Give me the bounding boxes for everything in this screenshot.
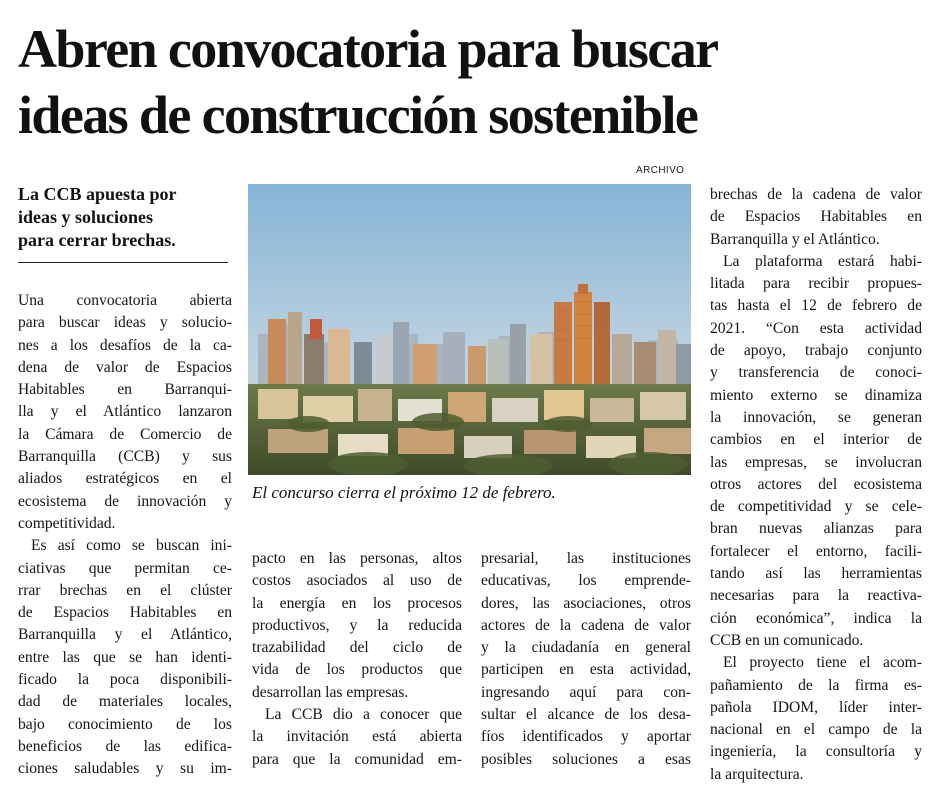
text-line: entre las que se han identi- [18,648,232,666]
text-line: tando así las herramientas [710,565,922,583]
text-line: la arquitectura. [710,765,804,783]
text-line: ciativas que permitan ce- [18,559,232,577]
text-line: sultar el alcance de los desa- [481,706,691,724]
photo-caption: El concurso cierra el próximo 12 de febrero. [252,483,556,502]
text-line: La plataforma estará habi- [723,252,922,270]
text-line: trazabilidad del ciclo de [252,639,462,657]
text-line: El proyecto tiene el acom- [723,654,922,672]
deck-line: La CCB apuesta por [18,184,177,204]
text-line: pañamiento de la firma es- [710,676,922,694]
text-line: fortalecer el entorno, facili- [710,542,922,560]
text-line: de competitividad y se cele- [710,498,922,516]
text-line: la energía en los procesos [252,594,462,612]
body-column-4 [710,184,922,786]
text-line: 2021. “Con esta actividad [710,319,922,337]
headline-line-2: ideas de construcción sostenible [18,85,698,145]
text-line: y la ciudadanía en general [481,639,691,657]
photo-credit: ARCHIVO [636,165,685,176]
text-line: nes a los desafíos de la ca- [18,336,232,354]
city-skyline-photo [248,184,691,475]
text-line: fíos identificados y aportar [481,728,691,746]
text-line: miento externo se dinamiza [710,386,922,404]
deck-line: ideas y soluciones [18,207,154,227]
text-line: ingresando aquí para con- [481,683,691,701]
text-line: la Cámara de Comercio de [18,425,232,443]
text-line: dad de materiales locales, [18,693,232,711]
text-line: lla y el Atlántico lanzaron [18,403,232,421]
text-line: tas hasta el 12 de febrero de [710,297,922,315]
text-line: Barranquilla y el Atlántico, [18,626,232,644]
text-line: brechas de la cadena de valor [710,186,922,203]
deck-line: para cerrar brechas. [18,230,176,250]
headline [18,16,933,148]
text-line: rrar brechas en el clúster [18,581,232,599]
text-line: de Espacios Habitables en [18,604,232,622]
text-line: presarial, las instituciones [481,550,691,567]
text-line: necesarias para la reactiva- [710,587,922,605]
text-line: de apoyo, trabajo conjunto [710,342,922,360]
body-column-1 [18,290,232,781]
text-line: cambios en el interior de [710,431,922,449]
text-line: Una convocatoria abierta [18,292,232,309]
body-column-2 [252,548,462,771]
text-line: ciones saludables y su im- [18,760,232,778]
text-line: nacional en el campo de la [710,721,922,739]
text-line: CCB en un comunicado. [710,631,864,649]
text-line: las empresas, se involucran [710,453,922,471]
deck-subheading [18,183,228,252]
text-line: La CCB dio a conocer que [265,706,462,724]
text-line: costos asociados al uso de [252,572,462,590]
text-line: participen en esta actividad, [481,661,691,679]
text-line: pacto en las personas, altos [252,550,462,567]
text-line: productivos, y la reducida [252,616,462,634]
text-line: posibles soluciones a esas [481,750,691,768]
text-line: para buscar ideas y solucio- [18,314,232,332]
text-line: para que la comunidad em- [252,750,462,768]
text-line: la innovación, se generan [710,408,922,426]
text-line: pañola IDOM, líder inter- [710,698,922,716]
text-line: desarrollan las empresas. [252,683,409,701]
text-line: dores, las asociaciones, otros [481,594,691,612]
text-line: bran nuevas alianzas para [710,520,922,538]
text-line: Barranquilla (CCB) y sus [18,448,232,466]
headline-line-1: Abren convocatoria para buscar [18,19,718,79]
text-line: bajo conocimiento de los [18,715,232,733]
text-line: y transferencia de conoci- [710,364,922,382]
text-line: educativas, los emprende- [481,572,691,590]
text-line: Barranquilla y el Atlántico. [710,230,880,248]
text-line: litada para recibir propues- [710,275,922,293]
text-line: ficado la poca disponibili- [18,671,232,689]
text-line: actores de la cadena de valor [481,616,691,634]
text-line: Habitables en Barranqui- [18,381,232,399]
deck-divider [18,262,228,263]
text-line: Es así como se buscan ini- [31,537,232,555]
text-line: competitividad. [18,514,116,532]
body-column-3 [481,548,691,771]
text-line: de Espacios Habitables en [710,208,922,226]
text-line: ción económica”, indica la [710,609,922,627]
text-line: dena de valor de Espacios [18,358,232,376]
text-line: ecosistema de innovación y [18,492,232,510]
text-line: ingeniería, la consultoría y [710,743,922,761]
text-line: otros actores del ecosistema [710,475,922,493]
text-line: vida de los productos que [252,661,462,679]
text-line: aliados estratégicos en el [18,470,232,488]
text-line: la invitación está abierta [252,728,462,746]
text-line: beneficios de las edifica- [18,737,232,755]
